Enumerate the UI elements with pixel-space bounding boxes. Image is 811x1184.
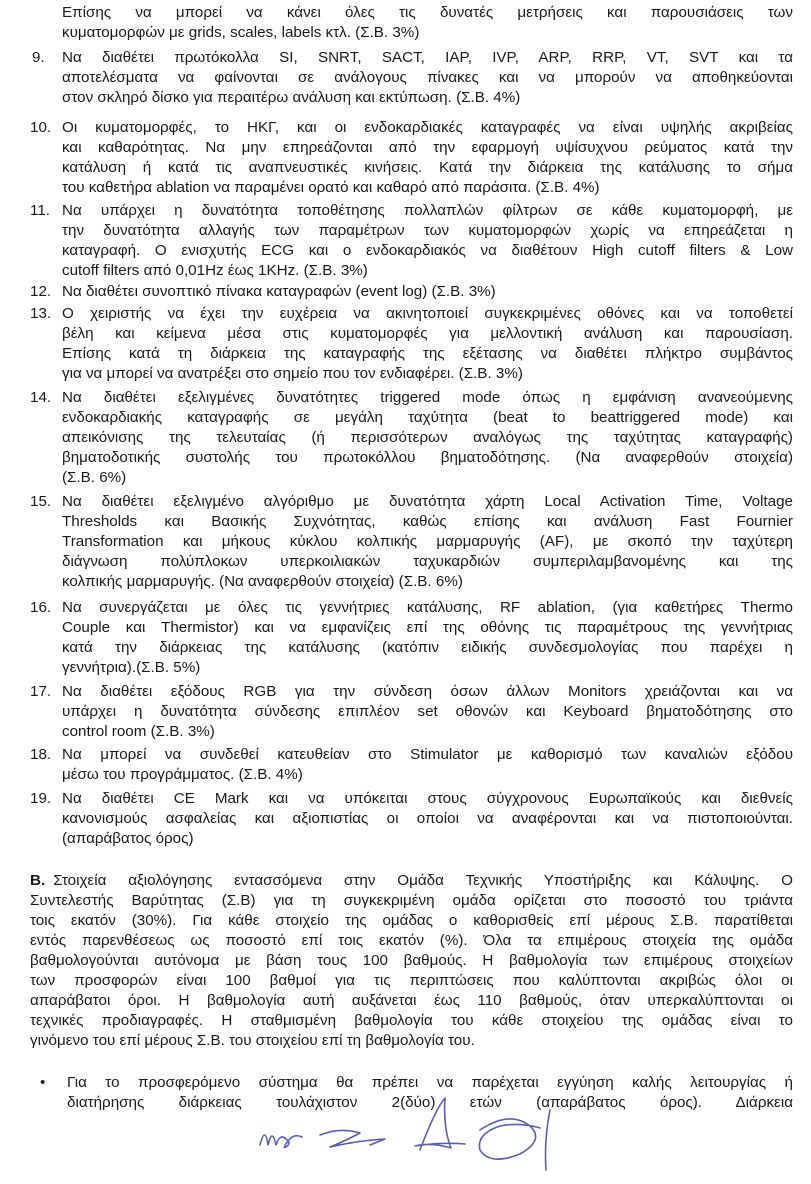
section-b-line: γινόμενο του επί μέρους Σ.Β. του στοιχείου επί τη βαθμολογία του. [30, 1032, 475, 1049]
text-line: Να μπορεί να συνδεθεί κατευθείαν στο Stimulator με καθορισμό των καναλιών εξόδου [62, 746, 793, 763]
signature-stroke [415, 1098, 465, 1150]
text-line: control room (Σ.Β. 3%) [62, 723, 215, 740]
signature-stroke [320, 1130, 385, 1147]
item-number: 13. [30, 305, 52, 322]
text-line: Να διαθέτει εξελιγμένο αλγόριθμο με δυνατότητα χάρτη Local Activation Time, Voltage [62, 493, 793, 510]
bullet-line: διατήρησης διάρκειας τουλάχιστον 2(δύο) ετών (απαράβατος όρος). Διάρκεια [67, 1094, 793, 1111]
section-b-line: τεχνικές προδιαγραφές. Η σταθμισμένη βαθμολογία του κάθε στοιχείου της ομάδας είναι το [30, 1012, 793, 1029]
text-line: (απαράβατος όρος) [62, 830, 194, 847]
text-line: υπάρχει η δυνατότητα σύνδεσης επιπλέον set οθονών και Keyboard βηματοδότησης στο [62, 703, 793, 720]
text-line: Επίσης να μπορεί να κάνει όλες τις δυνατές μετρήσεις και παρουσιάσεις των [62, 4, 793, 21]
bullet-symbol: • [40, 1074, 46, 1091]
text-line: του καθετήρα ablation να παραμένει ορατό και καθαρό από παράσιτα. (Σ.Β. 4%) [62, 179, 600, 196]
text-line: Οι κυματομορφές, το ΗΚΓ, και οι ενδοκαρδιακές καταγραφές να είναι υψηλής ακριβείας [62, 119, 793, 136]
signature-stroke [479, 1119, 540, 1159]
text-line: ενδοκαρδιακής καταγραφής σε μεγάλη ταχύτητα (beat to beattriggered mode) και [62, 409, 793, 426]
text-line: μέσω του προγράμματος. (Σ.Β. 4%) [62, 766, 303, 783]
item-number: 10. [30, 119, 52, 136]
text-line: Να διαθέτει συνοπτικό πίνακα καταγραφών (event log) (Σ.Β. 3%) [62, 283, 496, 300]
item-number: 9. [32, 49, 45, 66]
handwritten-signatures [250, 1090, 610, 1180]
text-line: Να συνεργάζεται με όλες τις γεννήτριες κατάλυσης, RF ablation, (για καθετήρες Thermo [62, 599, 793, 616]
text-line: Thresholds και Βασικής Συχνότητας, καθώς επίσης και ανάλυση Fast Fournier [62, 513, 793, 530]
text-line: βηματοδοτικής συστολής του πρωτοκόλλου βηματοδότησης. (Να αναφερθούν στοιχεία) [62, 449, 793, 466]
text-line: Ο χειριστής να έχει την ευχέρεια να ακινητοποιεί συγκεκριμένες οθόνες και να τοποθετεί [62, 305, 793, 322]
text-line: και καθαρότητας. Να μην επηρεάζονται από την εφαρμογή υψίσυχνου ρεύματος κατά την [62, 139, 793, 156]
text-line: διάγνωση πολύπλοκων υπερκοιλιακών ταχυκαρδιών συμπεριλαμβανομένης και της [62, 553, 793, 570]
text-line: κανονισμούς ασφαλείας και αξιοπιστίας οι οποίοι να αναφέρονται και να πιστοποιούνται. [62, 810, 793, 827]
text-line: Transformation και μήκους κύκλου κολπικής μαρμαρυγής (AF), με σκοπό την ταχύτερη [62, 533, 793, 550]
text-line: cutoff filters από 0,01Hz έως 1KHz. (Σ.Β. 3%) [62, 262, 368, 279]
text-line: Να υπάρχει η δυνατότητα τοποθέτησης πολλαπλών φίλτρων σε κάθε κυματομορφή, με [62, 202, 793, 219]
text-line: Επίσης κατά τη διάρκεια της καταγραφής της εξέτασης να διαθέτει πλήκτρο συμβάντος [62, 345, 793, 362]
text-line: Couple και Thermistor) και να εμφανίζεις επί της οθόνης τις παραμέτρους της γεννήτριας [62, 619, 793, 636]
section-b-line: εντός παρενθέσεως ως ποσοστό επί τοις εκατόν (%). Όλα τα επιμέρους στοιχεία της ομάδα [30, 932, 793, 949]
text-line: κυματομορφών με grids, scales, labels κτλ. (Σ.Β. 3%) [62, 24, 420, 41]
text-line: κατάλυση ή κατά τις αναπνευστικές κινήσεις. Κατά την διάρκεια της κατάλυσης το σήμα [62, 159, 793, 176]
section-b-line: Β. Στοιχεία αξιολόγησης εντασσόμενα στην Ομάδα Τεχνικής Υποστήριξης και Κάλυψης. Ο [30, 872, 793, 889]
text-line: γεννήτρια).(Σ.Β. 5%) [62, 659, 201, 676]
text-line: αποτελέσματα να φαίνονται σε ανάλογους πίνακες και να μπορούν να αποθηκεύονται [62, 69, 793, 86]
bullet-line: Για το προσφερόμενο σύστημα θα πρέπει να παρέχεται εγγύηση καλής λειτουργίας ή [67, 1074, 793, 1091]
item-number: 19. [30, 790, 52, 807]
section-b-line: των προσφορών είναι 100 βαθμοί για τις περιπτώσεις που καλύπτονται ακριβώς όλοι οι [30, 972, 793, 989]
signature-stroke [546, 1110, 551, 1170]
item-number: 15. [30, 493, 52, 510]
item-number: 14. [30, 389, 52, 406]
item-number: 18. [30, 746, 52, 763]
text-line: Να διαθέτει εξόδους RGB για την σύνδεση όσων άλλων Monitors χρειάζονται και να [62, 683, 793, 700]
text-line: βέλη και κείμενα μέσα στις κυματομορφές για μελλοντική ανάλυση και παρουσίαση. [62, 325, 793, 342]
text-line: την δυνατότητα αλλαγής των παραμέτρων των κυματομορφών χωρίς να επηρεάζεται η [62, 222, 793, 239]
text-line: κατά την διάρκειας της κατάλυσης (κατόπιν ειδικής συνδεσμολογίας που παρέχει η [62, 639, 793, 656]
text-line: για να μπορεί να ανατρέξει στο σημείο που τον ενδιαφέρει. (Σ.Β. 3%) [62, 365, 523, 382]
section-b-label: Β. [30, 872, 46, 889]
section-b-line: απαράβατοι όροι. Η βαθμολογία αυτή αυξάνεται έως 110 βαθμούς, όταν υπερκαλύπτονται οι [30, 992, 793, 1009]
item-number: 12. [30, 283, 52, 300]
item-number: 11. [30, 202, 50, 219]
text-line: κολπικής μαρμαρυγής. (Να αναφερθούν στοιχεία) (Σ.Β. 6%) [62, 573, 463, 590]
text-line: Να διαθέτει πρωτόκολλα SI, SNRT, SACT, IAP, IVP, ARP, RRP, VT, SVT και τα [62, 49, 793, 66]
text-line: στον σκληρό δίσκο για περαιτέρω ανάλυση και εκτύπωση. (Σ.Β. 4%) [62, 89, 521, 106]
text-line: απεικόνισης της τελευταίας (ή περισσότερων αναλόγως της ταχύτητας καταγραφής) [62, 429, 793, 446]
text-line: Να διαθέτει CE Mark και να υπόκειται στους σύγχρονους Ευρωπαϊκούς και διεθνείς [62, 790, 793, 807]
text-line: Να διαθέτει εξελιγμένες δυνατότητες triggered mode όπως η εμφάνιση ανανεούμενης [62, 389, 793, 406]
section-b-line: τοις εκατόν (30%). Για κάθε στοιχείο της ομάδας ο καθορισθείς επί μέρους Σ.Β. παρατίθεται [30, 912, 793, 929]
text-line: (Σ.Β. 6%) [62, 469, 127, 486]
item-number: 17. [30, 683, 52, 700]
section-b-line: βαθμολογούνται αυτόνομα με βάση τους 100 βαθμούς. Η βαθμολογία των επιμέρους στοιχείων [30, 952, 793, 969]
signature-stroke [260, 1135, 302, 1147]
section-b-line: Συντελεστής Βαρύτητας (Σ.Β) για τη συγκεκριμένη ομάδα ορίζεται στο ποσοστό του τριάντα [30, 892, 793, 909]
text-line: καταγραφή. Ο ενισχυτής ECG και ο ενδοκαρδιακός να διαθέτουν High cutoff filters & Low [62, 242, 793, 259]
item-number: 16. [30, 599, 52, 616]
